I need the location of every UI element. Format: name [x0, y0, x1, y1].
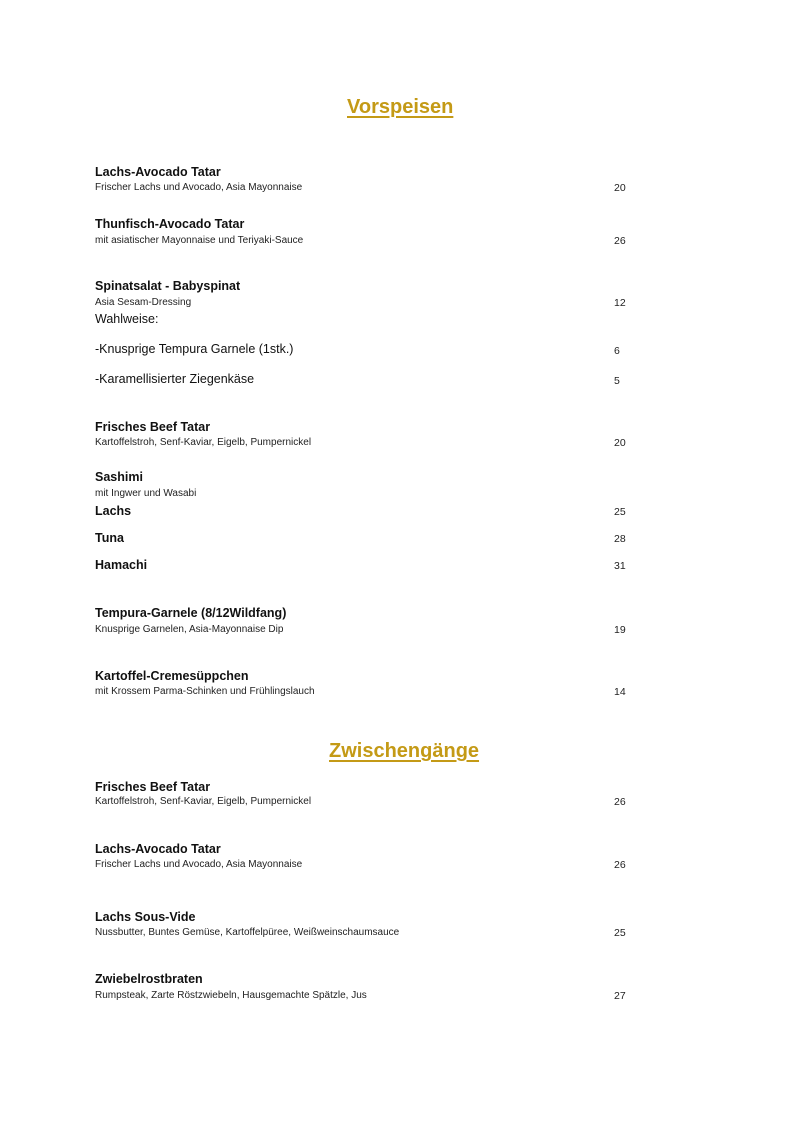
dish-name: Zwiebelrostbraten	[95, 972, 203, 986]
dish-description: mit asiatischer Mayonnaise und Teriyaki-Sauce	[95, 235, 304, 246]
dish-price: 25	[614, 927, 626, 939]
dish-name: Hamachi	[95, 558, 148, 572]
dish-price: 26	[614, 796, 626, 808]
dish-description: mit Ingwer und Wasabi	[95, 488, 197, 499]
dish-name: Lachs Sous-Vide	[95, 910, 196, 924]
dish-price: 26	[614, 235, 626, 247]
dish-price: 19	[614, 624, 626, 636]
dish-name: Lachs	[95, 504, 132, 518]
section-heading-zwischengaenge: Zwischengänge	[329, 740, 480, 762]
dish-description: Kartoffelstroh, Senf-Kaviar, Eigelb, Pumpernickel	[95, 437, 312, 448]
dish-name: Thunfisch-Avocado Tatar	[95, 217, 245, 231]
dish-name: Lachs-Avocado Tatar	[95, 165, 221, 179]
dish-price: 20	[614, 437, 626, 449]
dish-price: 26	[614, 859, 626, 871]
menu-text: -Karamellisierter Ziegenkäse	[95, 372, 255, 386]
dish-name: Tempura-Garnele (8/12Wildfang)	[95, 606, 287, 620]
dish-name: Frisches Beef Tatar	[95, 420, 211, 434]
menu-text: Wahlweise:	[95, 312, 159, 326]
dish-price: 14	[614, 686, 626, 698]
dish-price: 6	[614, 345, 620, 357]
dish-description: Kartoffelstroh, Senf-Kaviar, Eigelb, Pumpernickel	[95, 796, 312, 807]
dish-name: Spinatsalat - Babyspinat	[95, 279, 241, 293]
dish-name: Sashimi	[95, 470, 143, 484]
dish-description: Rumpsteak, Zarte Röstzwiebeln, Hausgemachte Spätzle, Jus	[95, 990, 367, 1001]
dish-price: 25	[614, 506, 626, 518]
dish-description: Knusprige Garnelen, Asia-Mayonnaise Dip	[95, 624, 284, 635]
dish-description: mit Krossem Parma-Schinken und Frühlingslauch	[95, 686, 315, 697]
dish-description: Frischer Lachs und Avocado, Asia Mayonnaise	[95, 859, 303, 870]
dish-description: Nussbutter, Buntes Gemüse, Kartoffelpüree, Weißweinschaumsauce	[95, 927, 400, 938]
menu-text: -Knusprige Tempura Garnele (1stk.)	[95, 342, 294, 356]
dish-price: 12	[614, 297, 626, 309]
dish-price: 5	[614, 375, 620, 387]
dish-price: 28	[614, 533, 626, 545]
dish-name: Kartoffel-Cremesüppchen	[95, 669, 249, 683]
dish-description: Frischer Lachs und Avocado, Asia Mayonnaise	[95, 182, 303, 193]
dish-price: 27	[614, 990, 626, 1002]
dish-price: 31	[614, 560, 626, 572]
section-heading-vorspeisen: Vorspeisen	[347, 96, 454, 118]
dish-name: Frisches Beef Tatar	[95, 780, 211, 794]
dish-name: Lachs-Avocado Tatar	[95, 842, 221, 856]
dish-description: Asia Sesam-Dressing	[95, 297, 192, 308]
dish-price: 20	[614, 182, 626, 194]
dish-name: Tuna	[95, 531, 124, 545]
